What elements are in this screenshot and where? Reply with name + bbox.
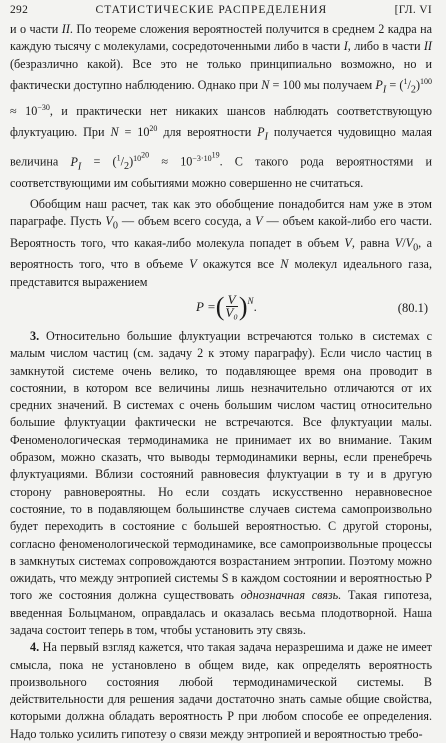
equation-expression: P = ( $\frac{V}{\text{V₀}}$ ) $^N$ . <box>196 291 257 321</box>
paragraph-2: Обобщим наш расчет, так как это обобщение понадобится нам уже в этом параграфе. Пусть $V_0$ — объем всего сосуда, а V — объем какой-либо его части. Вероятность того, что какая-либо молекула попадет в объем V, равна $V/V_0$, а вероятность того, что в объеме V окажутся все N молекул идеального газа, представится выражением <box>10 196 432 289</box>
equation-numerator: V <box>227 292 236 308</box>
equation-number: (80.1) <box>397 300 428 315</box>
paragraph-4 <box>10 639 432 743</box>
section-number-3: 3. <box>30 328 40 343</box>
paragraph-3-tail: Такая гипотеза, введенная Больцманом, оправдалась и оказалась весьма плодотворной. Наша задача состоит теперь в том, чтобы установить эту связь. <box>10 588 433 637</box>
paragraph-3-text: Относительно большие флуктуации встречаются только в системах с малым числом частиц (см. задачу 2 к этому параграфу). Если число частиц в замкнутой системе очень велико, то подавляющее время она проводит в состоянии, в котором все величины лишь незначительно отличаются от их средних значений. В системах с очень большим числом частиц относительно большие флуктуации фактически не встречаются. Все флуктуации малы. Феноменологическая термодинамика не принимает их во внимание. Таким образом, можно сказать, что выводы термодинамики верны, если пренебречь флуктуациями. Вблизи состояний равновесия флуктуации в ту и в другую сторону равновероятны. Но если создать искусственно неравновесное состояние, то в подавляющем большинстве случаев система самопроизвольно будет переходить в состояние с большей вероятностью. С другой стороны, согласно феноменологической термодинамике, все самопроизвольные процессы в замкнутых системах сопровождаются возрастанием энтропии. Поэтому можно ожидать, что между энтропией системы S в каждом состоянии и вероятностью P того же состояния должна существовать <box>10 328 432 603</box>
equation-exponent: N <box>247 295 254 306</box>
equation-denominator: V₀ <box>225 305 238 321</box>
paragraph-4-text: На первый взгляд кажется, что такая задача неразрешима и даже не имеет смысла, пока не установлено в общем виде, как определять вероятность произвольного состояния любой термодинамической системы. В действительности для решения задачи достаточно знать самые общие свойства, которыми должна обладать вероятность P при любом способе ее определения. Надо только усилить гипотезу о связи между энтропией и вероятностью требо- <box>10 640 433 741</box>
page-number: 292 <box>10 4 29 16</box>
equation-lhs: P = <box>196 298 216 314</box>
paragraph-3-emphasis: однозначная связь. <box>240 588 342 603</box>
chapter-label: [ГЛ. VI <box>394 4 432 16</box>
paragraph-1: и о части II. По теореме сложения вероятностей получится в среднем 2 кадра на каждую тысячу с молекулами, сосредоточенными либо в части I, либо в части II (безразлично какой). Все это не только принципиально возможно, но и фактически доступно наблюдению. Однако при N = 100 мы получаем $P_I = (^1/_2)^{100} \approx 10^{-30}$, и практически нет никаких шансов наблюдать соответствующую флуктуацию. При $N = 10^{20}$ для вероятности $P_I$ получается чудовищно малая величина $P_I = (^1/_2)^{10^{20}} \approx 10^{-3\cdot 10^{19}}$. С такого рода вероятностями и соответствующими им событиями можно совершенно не считаться. <box>10 22 433 191</box>
section-number-4: 4. <box>30 640 40 655</box>
running-title: СТАТИСТИЧЕСКИЕ РАСПРЕДЕЛЕНИЯ <box>95 4 328 16</box>
running-header <box>10 4 432 16</box>
paragraph-3 <box>10 328 432 639</box>
equation-80-1 <box>10 292 432 326</box>
